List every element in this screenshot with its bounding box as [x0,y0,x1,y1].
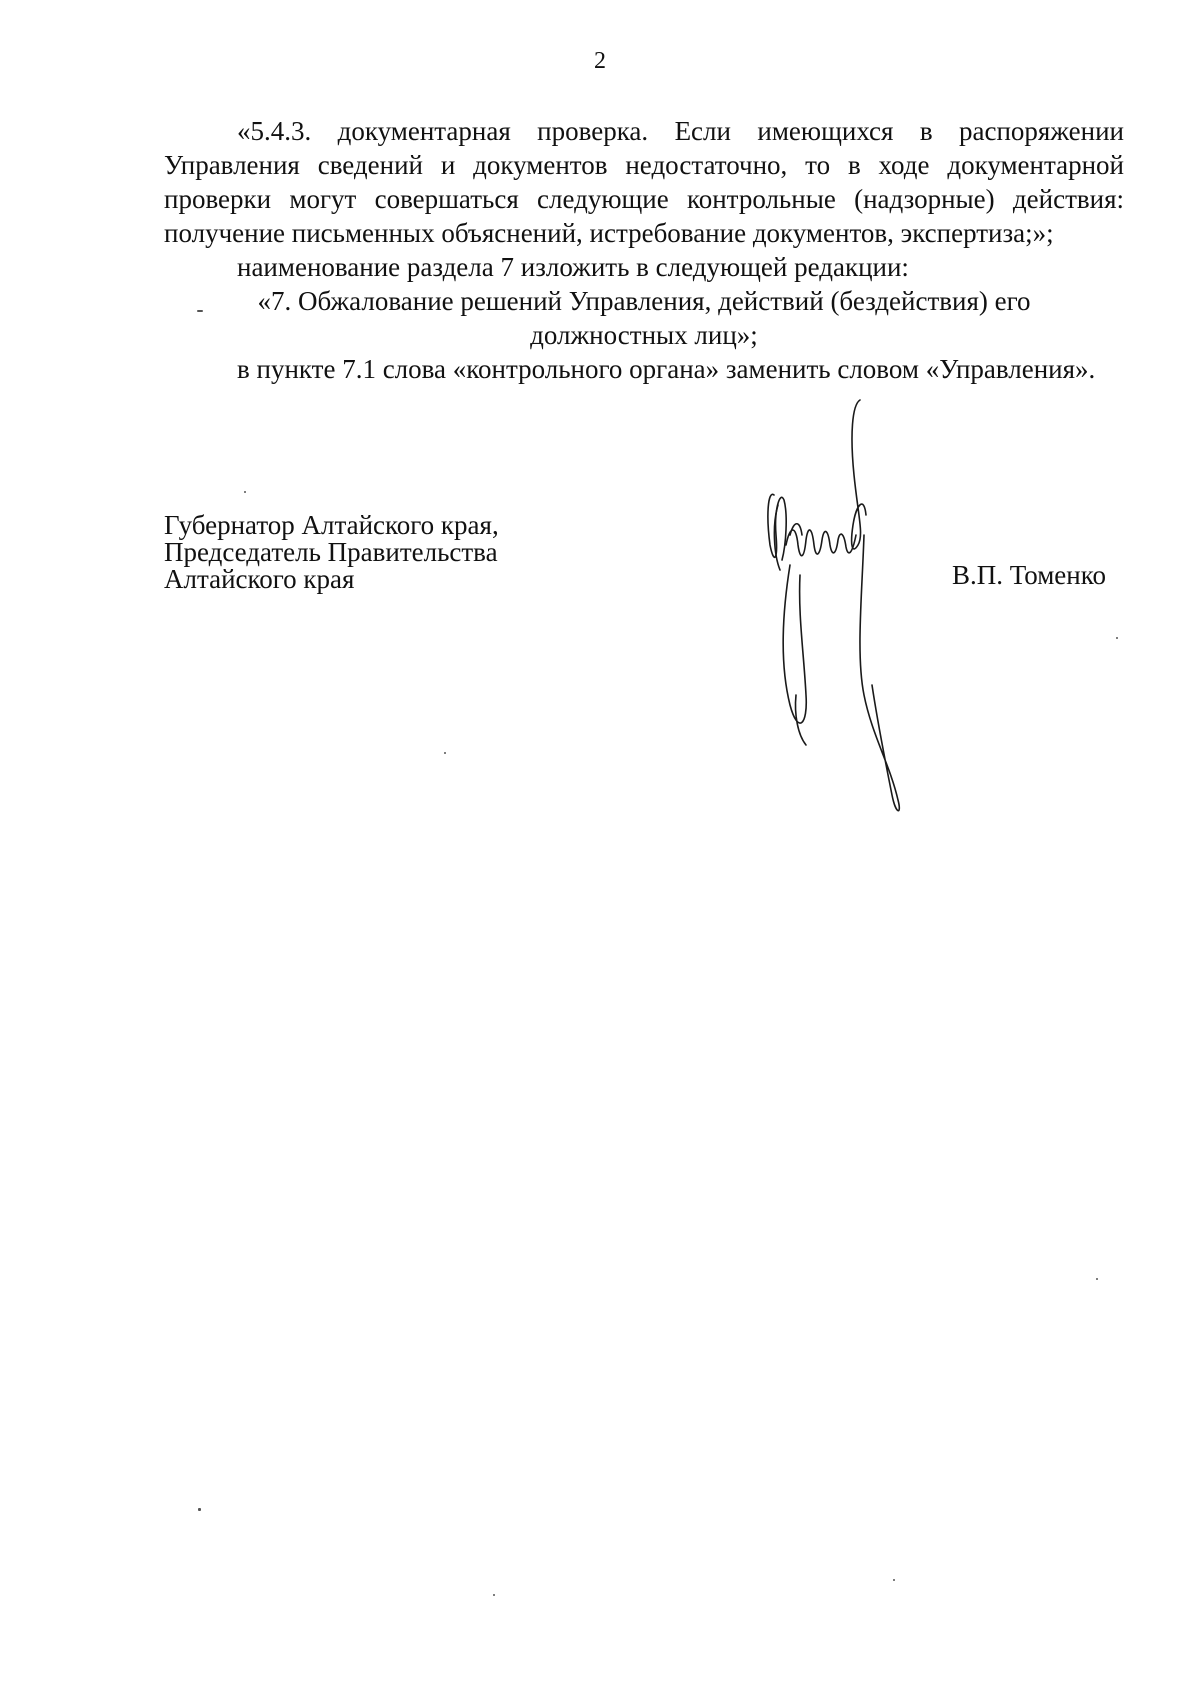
signatory-title [164,512,499,593]
paragraph-section-7-rename: наименование раздела 7 изложить в следующей редакции: [237,252,909,282]
signatory-title-line-1: Губернатор Алтайского края, [164,510,499,540]
document-body [164,114,1124,386]
scan-speck [444,752,446,754]
scan-speck [244,491,246,493]
scan-speck [893,1579,895,1581]
paragraph-clause-5-4-3: «5.4.3. документарная проверка. Если имеющихся в распоряжении Управления сведений и документов недостаточно, то в ходе документарной проверки могут совершаться следующие контрольные (надзорные) действия: получение письменных объяснений, истребование документов, экспертиза;»; [164,116,1124,248]
signatory-title-line-3: Алтайского края [164,564,355,594]
handwritten-signature [760,395,920,815]
section-7-heading-line-2: должностных лиц»; [530,320,758,350]
scan-speck [197,310,203,312]
scan-speck [1096,1278,1098,1280]
signatory-title-line-2: Председатель Правительства [164,537,498,567]
page-number: 2 [594,48,606,74]
scan-speck [198,1508,201,1511]
signatory-name: В.П. Томенко [952,560,1106,590]
section-7-heading-line-1: «7. Обжалование решений Управления, действий (бездействия) его [257,286,1031,316]
scan-speck [493,1594,495,1596]
paragraph-clause-7-1: в пункте 7.1 слова «контрольного органа» заменить словом «Управления». [237,354,1096,384]
scan-speck [1116,637,1118,639]
